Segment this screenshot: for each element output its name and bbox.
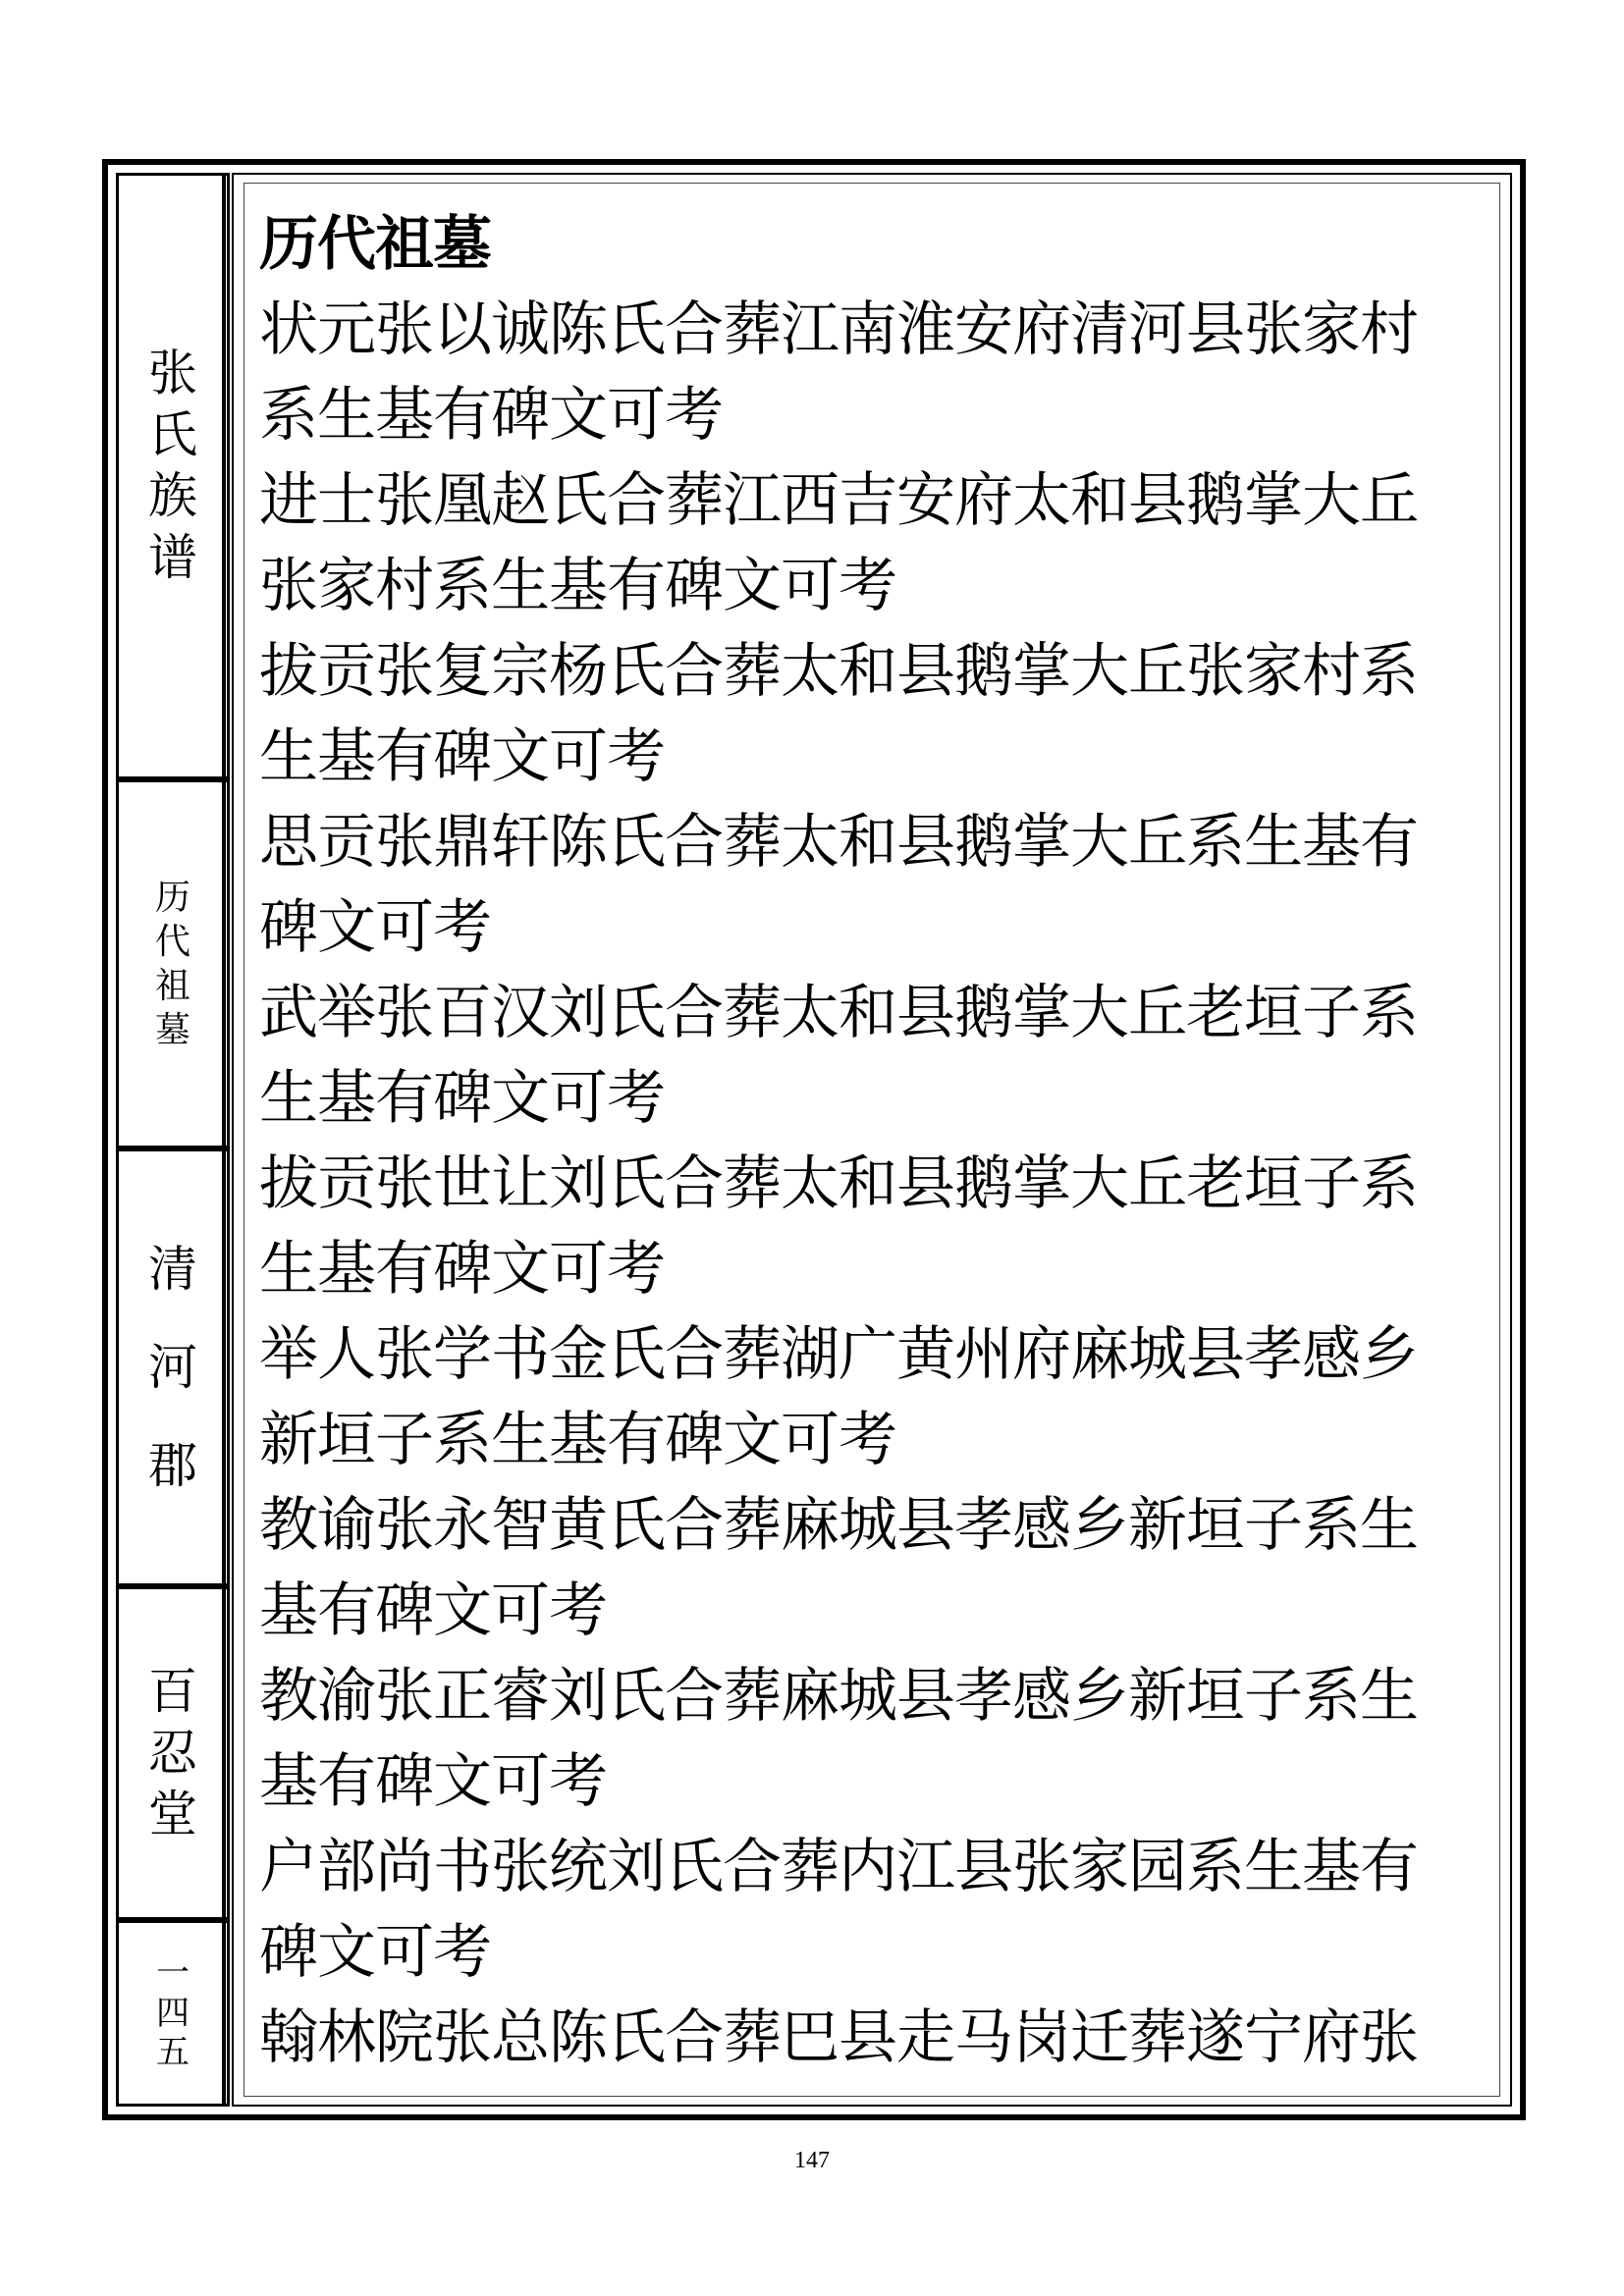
spine-char: 族 [148, 467, 197, 524]
text-line: 新垣子系生基有碑文可考 [259, 1406, 896, 1474]
spine-char: 历 [154, 878, 190, 918]
text-line: 状元张以诚陈氏合葬江南淮安府清河县张家村 [259, 295, 1418, 364]
text-line: 教渝张正睿刘氏合葬麻城县孝感乡新垣子系生 [259, 1662, 1418, 1731]
spine-char: 氏 [148, 405, 197, 463]
text-line: 生基有碑文可考 [259, 1235, 665, 1304]
spine-column [116, 173, 230, 2107]
spine-clan-name [119, 1151, 227, 1583]
spine-hall-name [119, 1589, 227, 1917]
spine-page-number [119, 1923, 227, 2104]
text-line: 基有碑文可考 [259, 1576, 607, 1645]
page-frame [102, 159, 1526, 2120]
column-divider [222, 173, 226, 2107]
text-line: 碑文可考 [259, 1918, 491, 1987]
content-panel [232, 173, 1512, 2107]
text-line: 拔贡张复宗杨氏合葬太和县鹅掌大丘张家村系 [259, 637, 1418, 706]
spine-char: 堂 [148, 1786, 197, 1843]
spine-section-title [119, 782, 227, 1146]
text-line: 生基有碑文可考 [259, 1064, 665, 1133]
text-line: 武举张百汉刘氏合葬太和县鹅掌大丘老垣子系 [259, 979, 1418, 1047]
spine-char: 张 [148, 345, 197, 401]
text-line: 翰林院张总陈氏合葬巴县走马岗迁葬遂宁府张 [259, 2003, 1418, 2072]
page-number: 147 [794, 2148, 830, 2173]
text-line: 张家村系生基有碑文可考 [259, 552, 896, 620]
text-line: 拔贡张世让刘氏合葬太和县鹅掌大丘老垣子系 [259, 1149, 1418, 1218]
text-line: 思贡张鼎轩陈氏合葬太和县鹅掌大丘系生基有 [259, 808, 1418, 877]
spine-char: 祖 [154, 966, 190, 1006]
text-line: 户部尚书张统刘氏合葬内江县张家园系生基有 [259, 1833, 1418, 1901]
spine-char: 郡 [148, 1437, 197, 1494]
spine-char: 谱 [148, 528, 197, 586]
spine-char: 河 [148, 1339, 197, 1396]
spine-char: 百 [148, 1663, 197, 1721]
text-line: 系生基有碑文可考 [259, 381, 723, 450]
text-line: 教谕张永智黄氏合葬麻城县孝感乡新垣子系生 [259, 1491, 1418, 1560]
spine-book-title [119, 176, 227, 776]
spine-char: 五 [156, 2033, 189, 2073]
text-line: 举人张学书金氏合葬湖广黄州府麻城县孝感乡 [259, 1320, 1418, 1389]
spine-char: 四 [156, 1993, 189, 2033]
text-line: 碑文可考 [259, 893, 491, 962]
text-line: 生基有碑文可考 [259, 722, 665, 791]
spine-char: 墓 [154, 1010, 190, 1050]
content-text [259, 202, 1477, 2081]
section-heading: 历代祖墓 [259, 210, 491, 279]
text-line: 基有碑文可考 [259, 1747, 607, 1816]
spine-char: 清 [148, 1241, 197, 1298]
spine-char: 一 [156, 1952, 189, 1993]
text-line: 进士张凰赵氏合葬江西吉安府太和县鹅掌大丘 [259, 466, 1418, 535]
spine-char: 代 [154, 922, 190, 962]
spine-char: 忍 [148, 1724, 197, 1782]
